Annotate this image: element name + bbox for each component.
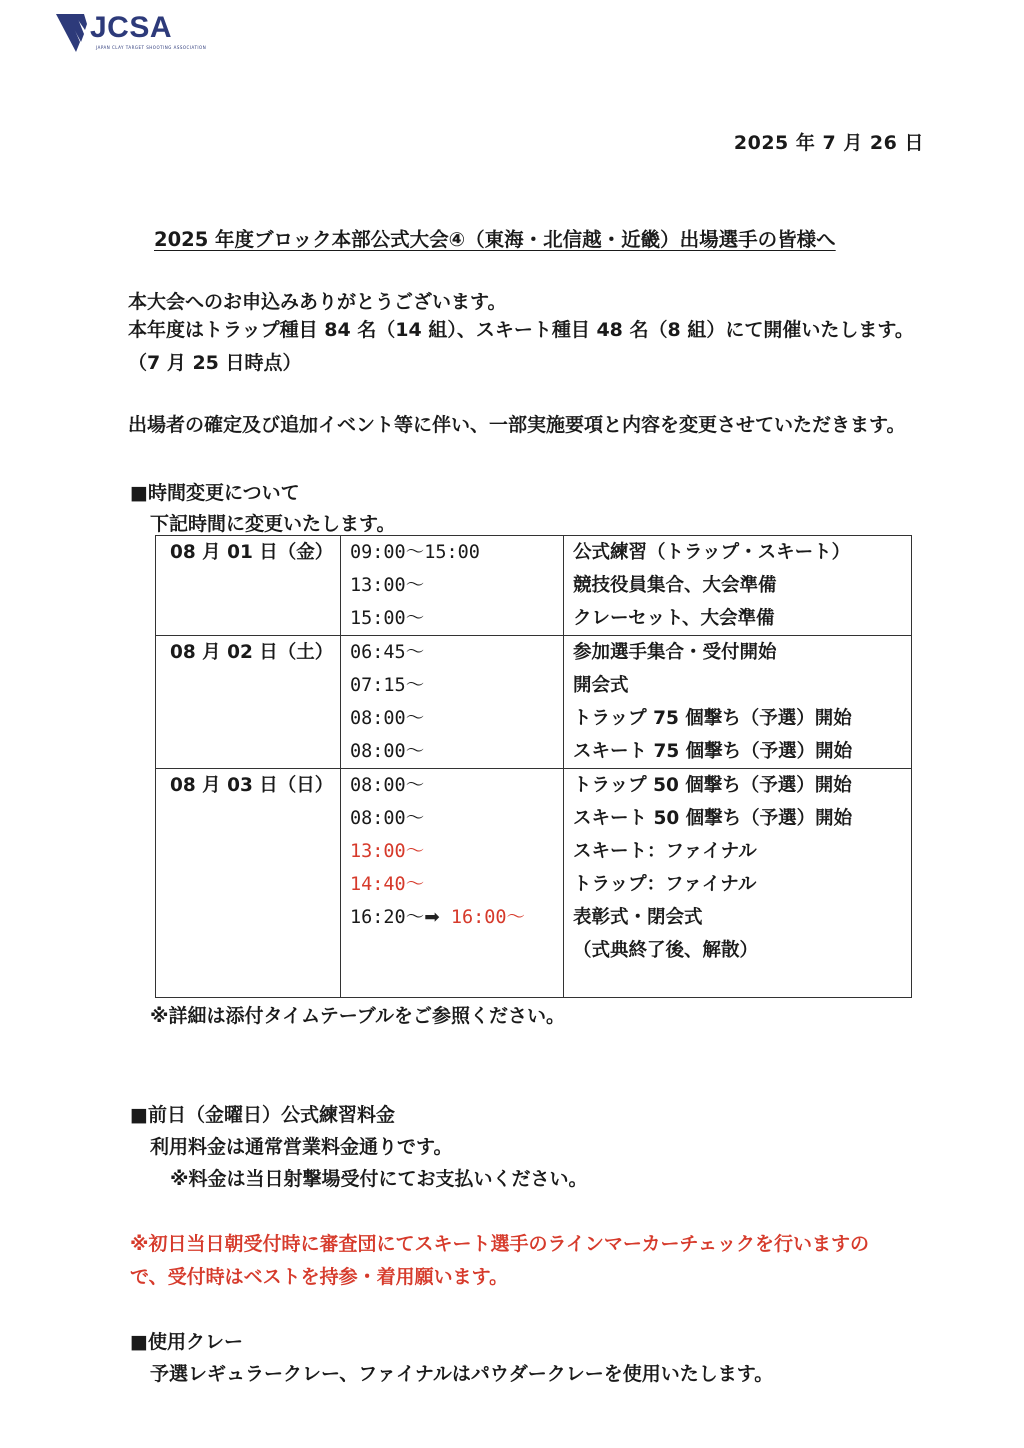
schedule-date: 08 月 03 日（日） <box>170 775 334 796</box>
schedule-time-changed: 13:00～ <box>350 841 425 862</box>
practice-fee-line-1: 利用料金は通常営業料金通りです。 <box>150 1136 453 1158</box>
practice-fee-line-2: ※料金は当日射撃場受付にてお支払いください。 <box>170 1168 588 1190</box>
schedule-time: 13:00～ <box>350 575 425 596</box>
intro-line-2: 本年度はトラップ種目 84 名（14 組）、スキート種目 48 名（8 組）にて開催いたします。 <box>128 319 914 341</box>
schedule-time: 08:00～ <box>350 808 425 829</box>
schedule-date: 08 月 02 日（土） <box>170 642 334 663</box>
schedule-event: トラップ：ファイナル <box>573 874 757 895</box>
schedule-table <box>155 535 912 998</box>
schedule-time: 08:00～ <box>350 741 425 762</box>
schedule-event: スキート 50 個撃ち（予選）開始 <box>573 808 853 829</box>
document-title: 2025 年度ブロック本部公式大会④（東海・北信越・近畿）出場選手の皆様へ <box>154 228 836 251</box>
clay-line-1: 予選レギュラークレー、ファイナルはパウダークレーを使用いたします。 <box>150 1363 774 1385</box>
schedule-event: 開会式 <box>573 675 629 696</box>
schedule-row-day2 <box>156 636 912 769</box>
practice-fee-heading: ■前日（金曜日）公式練習料金 <box>130 1104 395 1126</box>
schedule-event: 競技役員集合、大会準備 <box>573 575 777 596</box>
schedule-time: 09:00～15:00 <box>350 542 480 563</box>
time-change-subheading: 下記時間に変更いたします。 <box>150 513 396 535</box>
schedule-event: トラップ 75 個撃ち（予選）開始 <box>573 708 852 729</box>
schedule-event: クレーセット、大会準備 <box>573 608 775 629</box>
schedule-time: 06:45～ <box>350 642 425 663</box>
schedule-event: スキート：ファイナル <box>573 841 757 862</box>
schedule-row-day3 <box>156 769 912 998</box>
time-change-note: ※詳細は添付タイムテーブルをご参照ください。 <box>150 1005 566 1027</box>
schedule-event: スキート 75 個撃ち（予選）開始 <box>573 741 853 762</box>
schedule-time: 07:15～ <box>350 675 425 696</box>
schedule-event: 参加選手集合・受付開始 <box>573 642 777 663</box>
logo-subtext: JAPAN CLAY TARGET SHOOTING ASSOCIATION <box>96 45 207 50</box>
schedule-event: 公式練習（トラップ・スキート） <box>573 542 851 563</box>
schedule-row-day1 <box>156 536 912 636</box>
intro-line-4: 出場者の確定及び追加イベント等に伴い、一部実施要項と内容を変更させていただきます。 <box>128 414 906 436</box>
logo-text: JCSA <box>90 11 173 44</box>
schedule-event: （式典終了後、解散） <box>573 940 759 961</box>
jcsa-logo <box>56 11 207 54</box>
schedule-time-new: 16:00～ <box>450 907 526 928</box>
schedule-date: 08 月 01 日（金） <box>170 542 334 563</box>
schedule-time-change-row <box>350 901 563 934</box>
right-arrow-icon: ➡ <box>424 907 440 928</box>
document-date: 2025 年 7 月 26 日 <box>733 132 924 154</box>
schedule-time-old: 16:20～ <box>350 907 425 928</box>
intro-line-3: （7 月 25 日時点） <box>128 352 302 374</box>
vest-notice-line-1: ※初日当日朝受付時に審査団にてスキート選手のラインマーカーチェックを行いますの <box>130 1233 869 1255</box>
schedule-time: 15:00～ <box>350 608 425 629</box>
schedule-event: 表彰式・閉会式 <box>573 907 703 928</box>
schedule-time: 08:00～ <box>350 775 425 796</box>
schedule-event: トラップ 50 個撃ち（予選）開始 <box>573 775 852 796</box>
time-change-heading: ■時間変更について <box>130 482 300 504</box>
clay-heading: ■使用クレー <box>130 1331 243 1353</box>
schedule-time: 08:00～ <box>350 708 425 729</box>
intro-line-1: 本大会へのお申込みありがとうございます。 <box>128 291 507 313</box>
schedule-time-changed: 14:40～ <box>350 874 425 895</box>
vest-notice-line-2: で、受付時はベストを持参・着用願います。 <box>130 1266 509 1288</box>
